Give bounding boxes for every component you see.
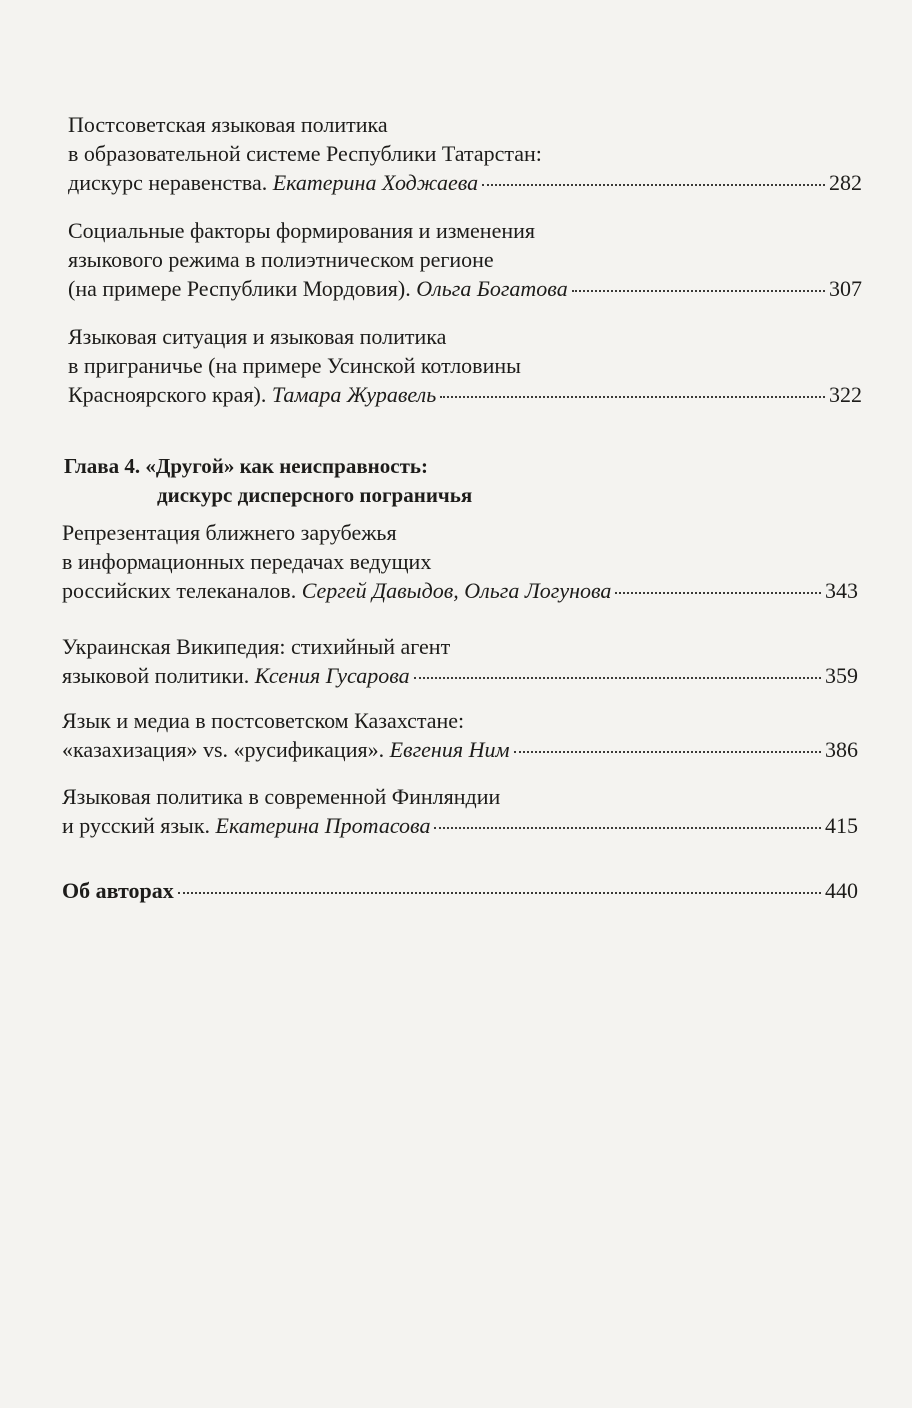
entry-title-line: Языковая политика в современной Финляндии xyxy=(62,784,501,809)
entry-author: Екатерина Ходжаева xyxy=(272,170,479,195)
entry-title-line: российских телеканалов. xyxy=(62,578,302,603)
entry-title-line: Красноярского края). xyxy=(68,382,272,407)
dot-leader xyxy=(414,677,821,679)
entry-page-number: 415 xyxy=(825,813,858,838)
entry-page-number: 282 xyxy=(829,170,862,195)
entry-title-line: Репрезентация ближнего зарубежья xyxy=(62,520,397,545)
entry-title-line: Постсоветская языковая политика xyxy=(68,112,388,137)
entry-last-line xyxy=(62,661,858,690)
entry-title-line: языкового режима в полиэтническом регионе xyxy=(68,247,494,272)
entry-author: Сергей Давыдов, Ольга Логунова xyxy=(301,578,612,603)
dot-leader xyxy=(178,892,821,894)
about-authors-label: Об авторах xyxy=(62,878,174,903)
toc-entry xyxy=(62,632,858,690)
dot-leader xyxy=(615,592,821,594)
entry-author: Евгения Ним xyxy=(389,737,510,762)
entry-title-line: в приграничье (на примере Усинской котловины xyxy=(68,353,521,378)
chapter-title-line: Глава 4. «Другой» как неисправность: xyxy=(64,454,429,478)
toc-entry xyxy=(68,216,862,303)
entry-title-line: Украинская Википедия: стихийный агент xyxy=(62,634,451,659)
entry-last-line xyxy=(62,735,858,764)
entry-page-number: 440 xyxy=(825,878,858,903)
entry-page-number: 322 xyxy=(829,382,862,407)
entry-title-line: Язык и медиа в постсоветском Казахстане: xyxy=(62,708,465,733)
toc-entry xyxy=(62,782,858,840)
dot-leader xyxy=(482,184,825,186)
chapter-heading xyxy=(64,452,864,510)
dot-leader xyxy=(434,827,821,829)
chapter-subtitle-line: дискурс дисперсного пограничья xyxy=(157,483,473,507)
dot-leader xyxy=(440,396,825,398)
toc-entry xyxy=(68,322,862,409)
toc-entry xyxy=(62,706,858,764)
entry-title-line: в информационных передачах ведущих xyxy=(62,549,432,574)
entry-title-line: «казахизация» vs. «русификация». xyxy=(62,737,390,762)
entry-title-line: дискурс неравенства. xyxy=(68,170,273,195)
entry-last-line xyxy=(68,168,862,197)
entry-page-number: 359 xyxy=(825,663,858,688)
entry-author: Екатерина Протасова xyxy=(215,813,431,838)
entry-title-line: Языковая ситуация и языковая политика xyxy=(68,324,447,349)
entry-author: Тамара Журавель xyxy=(271,382,437,407)
entry-page-number: 307 xyxy=(829,276,862,301)
entry-author: Ксения Гусарова xyxy=(254,663,410,688)
toc-entry xyxy=(68,110,862,197)
entry-author: Ольга Богатова xyxy=(416,276,568,301)
entry-title-line: языковой политики. xyxy=(62,663,255,688)
entry-last-line xyxy=(68,274,862,303)
entry-title-line: в образовательной системе Республики Татарстан: xyxy=(68,141,542,166)
entry-page-number: 386 xyxy=(825,737,858,762)
entry-title-line: и русский язык. xyxy=(62,813,216,838)
dot-leader xyxy=(572,290,825,292)
entry-page-number: 343 xyxy=(825,578,858,603)
dot-leader xyxy=(514,751,822,753)
toc-entry xyxy=(62,518,858,605)
entry-last-line xyxy=(62,811,858,840)
entry-last-line xyxy=(62,576,858,605)
entry-last-line xyxy=(62,876,858,905)
entry-title-line: Социальные факторы формирования и изменения xyxy=(68,218,535,243)
entry-last-line xyxy=(68,380,862,409)
toc-entry-about-authors xyxy=(62,876,858,905)
entry-title-line: (на примере Республики Мордовия). xyxy=(68,276,417,301)
